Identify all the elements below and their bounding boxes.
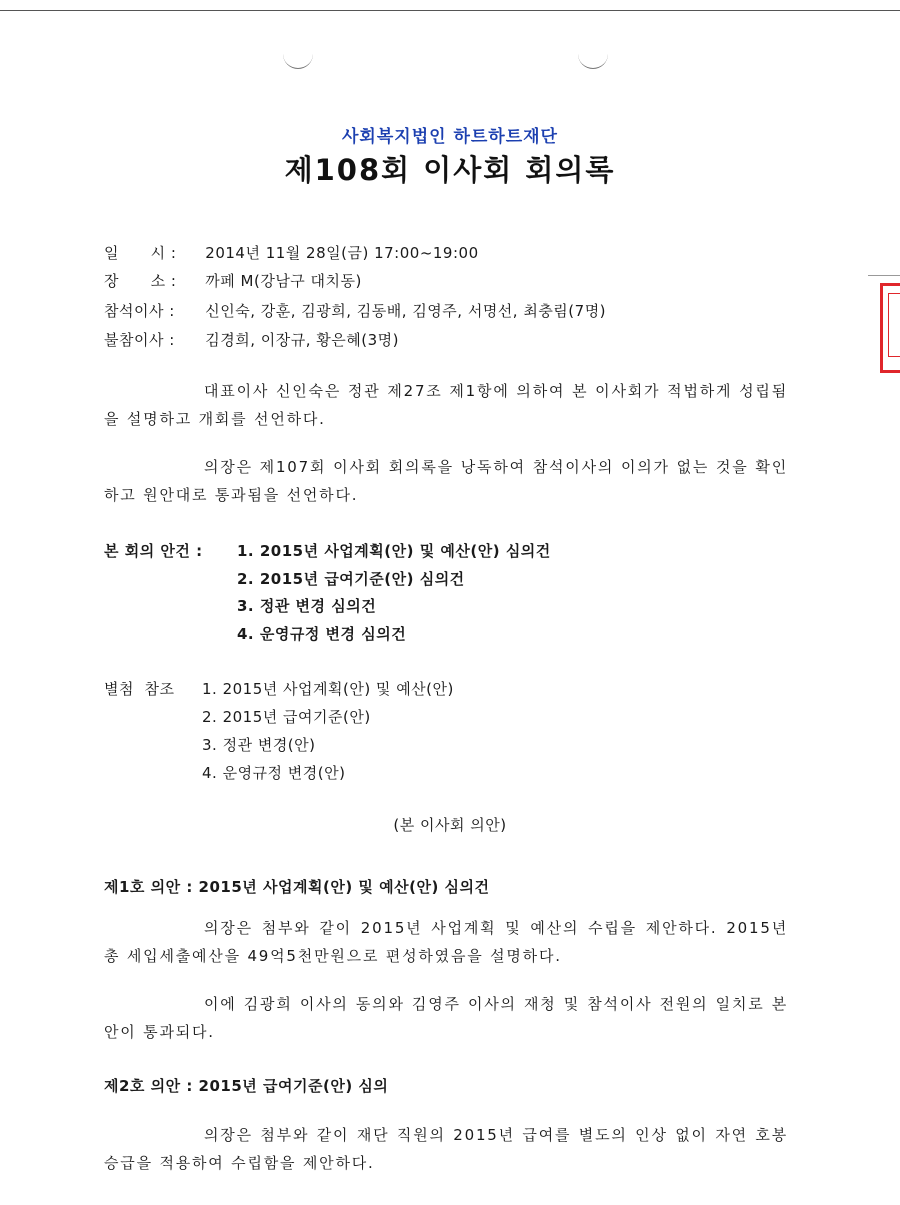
organization-name: 사회복지법인 하트하트재단 (342, 127, 558, 147)
punch-hole-right (578, 50, 608, 69)
agenda-item: 2. 2015년 급여기준(안) 심의건 (237, 570, 465, 588)
info-label: 참석이사 : (104, 302, 175, 320)
page-top-edge (0, 10, 900, 11)
item2-paragraph-1: 의장은 첨부와 같이 재단 직원의 2015년 급여를 별도의 인상 없이 자연 호봉 승급을 적용하여 수립함을 제안하다. (104, 1126, 788, 1172)
info-attendees (104, 300, 606, 321)
info-label: 불참이사 : (104, 331, 175, 349)
info-value: 2014년 11월 28일(금) 17:00~19:00 (205, 244, 479, 262)
info-place (104, 270, 362, 291)
margin-line (868, 275, 900, 276)
info-label: 일 시 : (104, 244, 177, 262)
document-title: 제108회 이사회 회의록 (284, 153, 616, 187)
attachment-item: 4. 운영규정 변경(안) (202, 764, 346, 782)
opening-paragraph: 대표이사 신인숙은 정관 제27조 제1항에 의하여 본 이사회가 적법하게 성립됨을 설명하고 개회를 선언하다. (104, 382, 788, 428)
item1-heading: 제1호 의안 : 2015년 사업계획(안) 및 예산(안) 심의건 (104, 878, 490, 896)
info-label: 장 소 : (104, 272, 177, 290)
red-seal-stamp-inner (888, 293, 900, 357)
info-value: 김경희, 이장규, 황은혜(3명) (205, 331, 400, 349)
agenda-label: 본 회의 안건 : (104, 542, 203, 560)
attachment-item: 3. 정관 변경(안) (202, 736, 316, 754)
punch-hole-left (283, 50, 313, 69)
info-value: 까페 M(강남구 대치동) (205, 272, 362, 290)
agenda-item: 3. 정관 변경 심의건 (237, 597, 377, 615)
item1-paragraph-2: 이에 김광희 이사의 동의와 김영주 이사의 재청 및 참석이사 전원의 일치로 본 안이 통과되다. (104, 995, 788, 1041)
attachment-item: 1. 2015년 사업계획(안) 및 예산(안) (202, 680, 454, 698)
info-date (104, 242, 479, 263)
agenda-item: 1. 2015년 사업계획(안) 및 예산(안) 심의건 (237, 542, 551, 560)
info-value: 신인숙, 강훈, 김광희, 김동배, 김영주, 서명선, 최충림(7명) (205, 302, 607, 320)
minutes-approval-paragraph: 의장은 제107회 이사회 회의록을 낭독하여 참석이사의 이의가 없는 것을 확인하고 원안대로 통과됨을 선언하다. (104, 458, 788, 504)
item1-paragraph-1: 의장은 첨부와 같이 2015년 사업계획 및 예산의 수립을 제안하다. 2015년 총 세입세출예산을 49억5천만원으로 편성하였음을 설명하다. (104, 919, 788, 965)
info-absentees (104, 329, 399, 350)
agenda-item: 4. 운영규정 변경 심의건 (237, 625, 407, 643)
attachment-item: 2. 2015년 급여기준(안) (202, 708, 371, 726)
attachments-label: 별첨 참조 (104, 680, 175, 698)
section-title: (본 이사회 의안) (393, 816, 507, 834)
item2-heading: 제2호 의안 : 2015년 급여기준(안) 심의 (104, 1077, 389, 1095)
